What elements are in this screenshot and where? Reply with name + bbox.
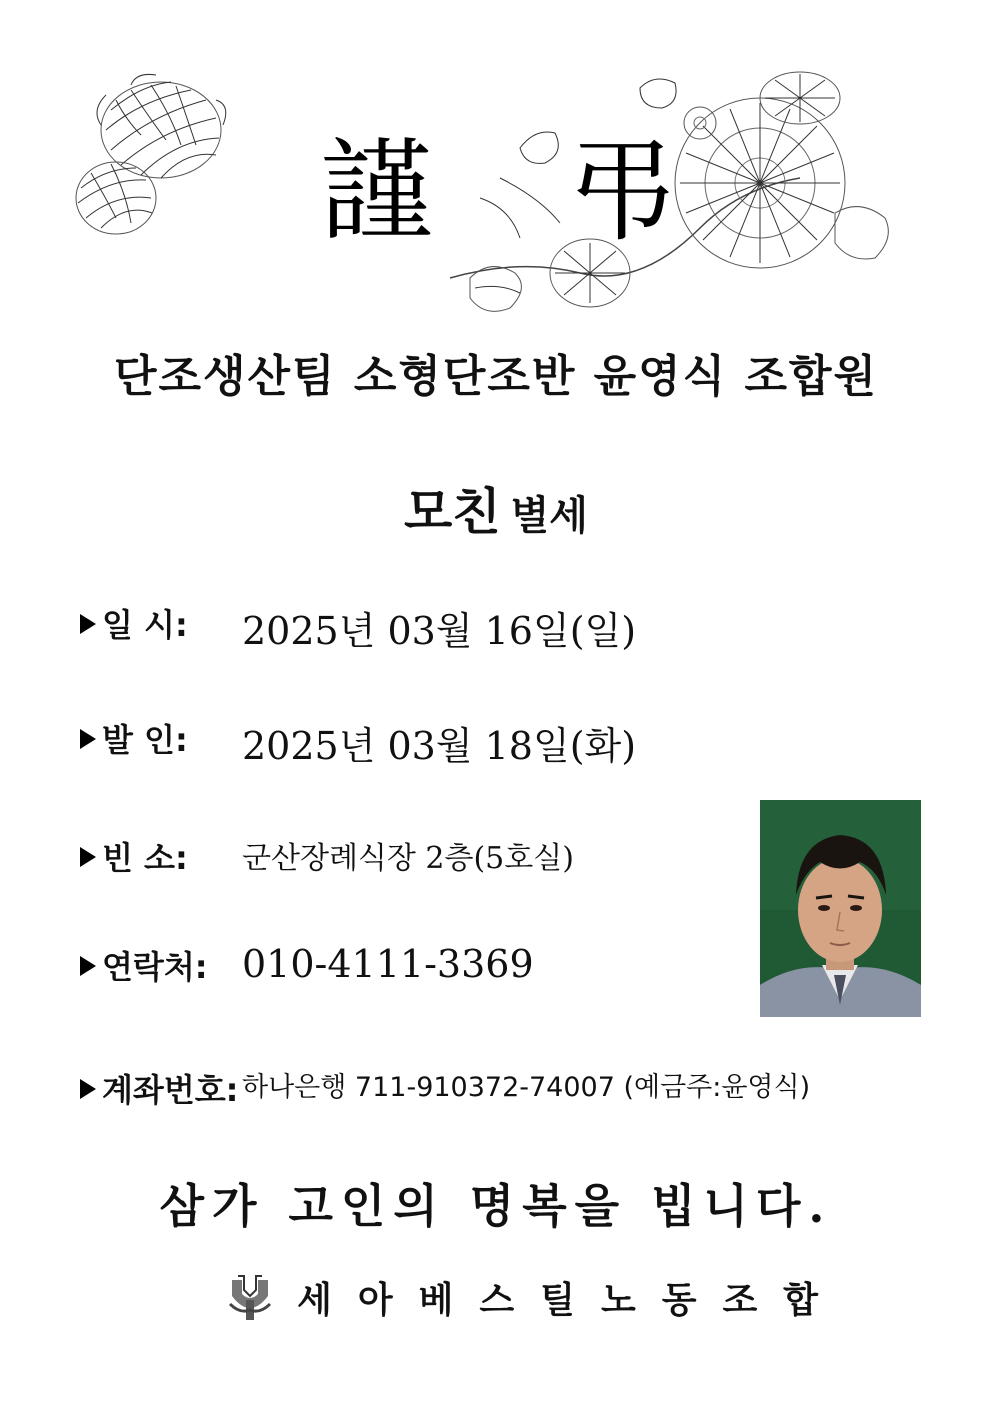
detail-row-account	[80, 1065, 811, 1111]
detail-value-departure: 2025년 03월 18일(화)	[242, 724, 637, 768]
detail-label-departure: 발 인:	[102, 721, 188, 759]
arrow-right-icon	[80, 956, 96, 976]
union-signature	[228, 1272, 844, 1323]
detail-row-funeral-departure	[80, 715, 637, 768]
arrow-right-icon	[80, 614, 96, 634]
member-name-subtitle: 단조생산팀 소형단조반 윤영식 조합원	[113, 351, 879, 402]
detail-value-datetime: 2025년 03월 16일(일)	[242, 609, 637, 653]
union-logo-icon	[228, 1274, 272, 1322]
relation-sub-text: 별세	[510, 492, 588, 539]
chrysanthemum-decoration-left	[66, 68, 246, 243]
title-char-condolence-2: 弔	[566, 127, 678, 257]
detail-label-account: 계좌번호:	[102, 1071, 239, 1109]
detail-value-venue: 군산장례식장 2층(5호실)	[242, 841, 574, 876]
detail-value-contact: 010-4111-3369	[242, 942, 534, 986]
relation-line	[0, 472, 992, 544]
portrait-photo	[760, 800, 921, 1017]
detail-row-venue	[80, 833, 574, 879]
arrow-right-icon	[80, 847, 96, 867]
detail-row-contact	[80, 942, 534, 988]
relation-main-text: 모친	[404, 482, 501, 541]
detail-label-datetime: 일 시:	[102, 606, 188, 644]
arrow-right-icon	[80, 729, 96, 749]
union-name: 세아베스틸노동조합	[297, 1280, 845, 1321]
detail-label-venue: 빈 소:	[102, 839, 188, 877]
detail-label-contact: 연락처:	[102, 948, 208, 986]
arrow-right-icon	[80, 1079, 96, 1099]
detail-value-account: 하나은행 711-910372-74007 (예금주:윤영식)	[242, 1072, 811, 1103]
closing-message: 삼가 고인의 명복을 빕니다.	[159, 1179, 833, 1233]
detail-row-datetime	[80, 600, 637, 653]
title-char-condolence-1: 謹	[320, 127, 432, 257]
